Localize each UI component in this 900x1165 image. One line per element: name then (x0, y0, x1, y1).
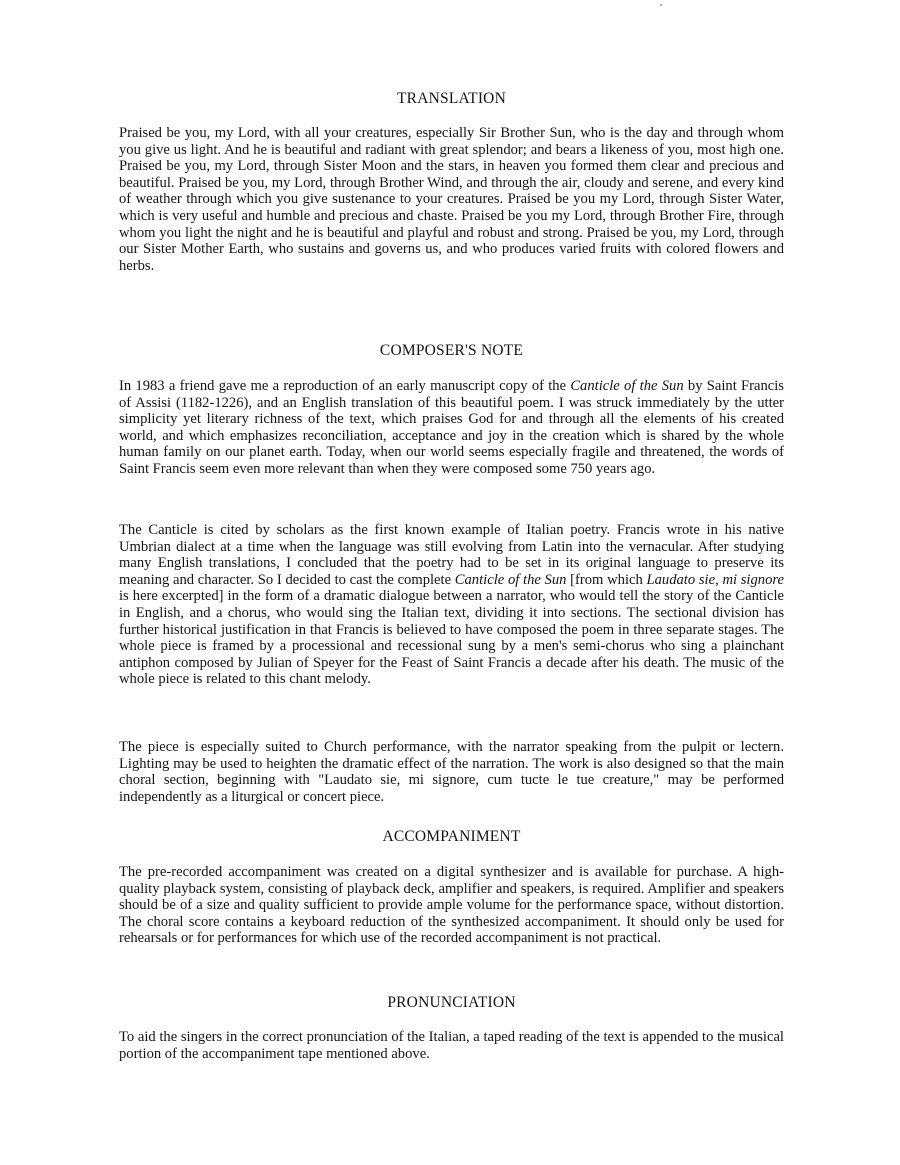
text-run: The Canticle is cited by scholars as the first known example of Italian poetry. Francis wrote in his native Umbrian dialect at a time when the language was still evolving from Latin into the vernacular. After studying many English translations, I concluded that the poetry had to be set in its original language to preserve its meaning and character. So I decided to cast the complete (119, 522, 784, 588)
translation-paragraph: Praised be you, my Lord, with all your creatures, especially Sir Brother Sun, who is the day and through whom you give us light. And he is beautiful and radiant with great splendor; and bears a likeness of you, most high one. Praised be you, my Lord, through Sister Moon and the stars, in heaven you formed them clear and precious and beautiful. Praised be you, my Lord, through Brother Wind, and through the air, cloudy and serene, and every kind of weather through which you give sustenance to your creatures. Praised be you my Lord, through Sister Water, which is very useful and humble and precious and chaste. Praised be you my Lord, through Brother Fire, through whom you light the night and he is beautiful and playful and robust and strong. Praised be you, my Lord, through our Sister Mother Earth, who sustains and governs us, and who produces varied fruits with colored flowers and herbs. (119, 125, 784, 274)
composers-note-paragraph-3: The piece is especially suited to Church performance, with the narrator speaking from the pulpit or lectern. Lighting may be used to heighten the dramatic effect of the narration. The work is also designed so that the main choral section, beginning with "Laudato sie, mi signore, cum tucte le tue creature," may be performed independently as a liturgical or concert piece. (119, 739, 784, 805)
pronunciation-paragraph: To aid the singers in the correct pronunciation of the Italian, a taped reading of the text is appended to the musical portion of the accompaniment tape mentioned above. (119, 1029, 784, 1062)
accompaniment-paragraph: The pre-recorded accompaniment was created on a digital synthesizer and is available for purchase. A high-quality playback system, consisting of playback deck, amplifier and speakers, is required. Amplifier and speakers should be of a size and quality sufficient to provide ample volume for the performance space, without distortion. The choral score contains a keyboard reduction of the synthesized accompaniment. It should only be used for rehearsals or for performances for which use of the recorded accompaniment is not practical. (119, 864, 784, 947)
text-run: [from which (566, 571, 647, 588)
work-title-italic: Canticle of the Sun (454, 571, 567, 588)
composers-note-paragraph-2 (119, 522, 784, 688)
translation-heading: TRANSLATION (397, 90, 506, 107)
text-run: is here excerpted] in the form of a dramatic dialogue between a narrator, who would tell the story of the Canticle in English, and a chorus, who would sing the Italian text, dividing it into sections. The sectional division has further historical justification in that Francis is believed to have composed the poem in three separate stages. The whole piece is framed by a processional and recessional sung by a men's semi-chorus who sing a plainchant antiphon composed by Julian of Speyer for the Feast of Saint Francis a decade after his death. The music of the whole piece is related to this chant melody. (119, 588, 784, 688)
scan-speck (660, 4, 662, 6)
text-run: In 1983 a friend gave me a reproduction of an early manuscript copy of the (119, 378, 571, 394)
pronunciation-heading: PRONUNCIATION (387, 994, 516, 1011)
excerpt-title-italic: Laudato sie, mi signore (646, 571, 784, 588)
composers-note-paragraph-1 (119, 378, 784, 478)
work-title-italic: Canticle of the Sun (570, 378, 684, 394)
composers-note-heading: COMPOSER'S NOTE (379, 342, 524, 359)
text-run: by Saint Francis of Assisi (1182-1226), and an English translation of this beautiful poem. I was struck immediately by the utter simplicity yet literary richness of the text, which praises God for and through all the elements of his created world, and which emphasizes reconciliation, acceptance and joy in the creation which is shared by the whole human family on our planet earth. Today, when our world seems especially fragile and threatened, the words of Saint Francis seem even more relevant than when they were composed some 750 years ago. (119, 378, 784, 477)
accompaniment-heading: ACCOMPANIMENT (382, 828, 521, 845)
